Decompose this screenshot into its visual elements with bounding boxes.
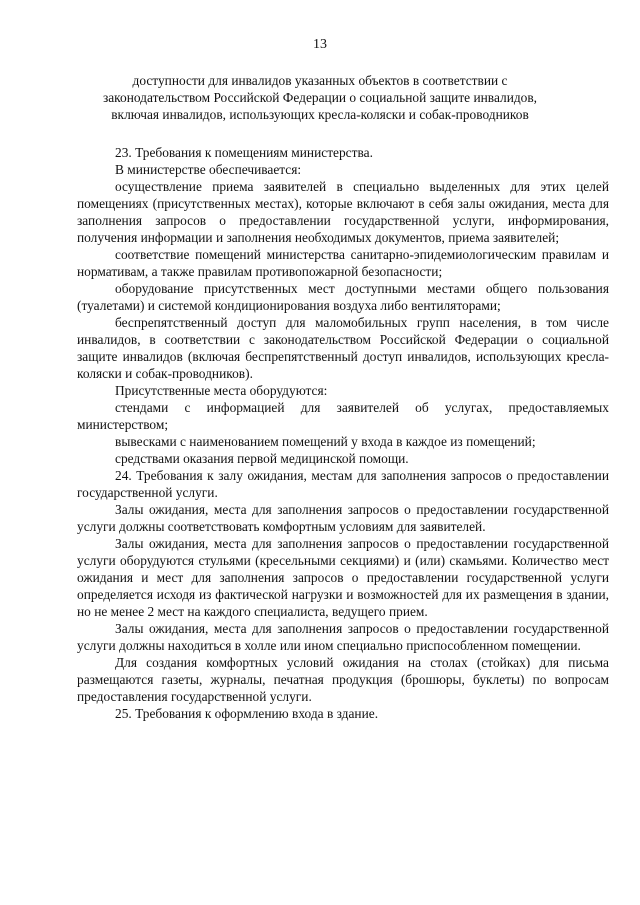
- paragraph: Присутственные места оборудуются:: [115, 383, 328, 398]
- section-heading-24: 24. Требования к залу ожидания, местам для заполнения запросов о предоставлении государственной услуги.: [77, 468, 609, 500]
- document-body: [77, 144, 609, 722]
- paragraph: Залы ожидания, места для заполнения запросов о предоставлении государственной услуги должны соответствовать комфортным условиям для заявителей.: [77, 502, 609, 534]
- paragraph: беспрепятственный доступ для маломобильных групп населения, в том числе инвалидов, в соответствии с законодательством Российской Федерации о социальной защите инвалидов (включая беспрепятственный доступ инвалидов, использующих кресла-коляски и собак-проводников).: [77, 315, 609, 381]
- paragraph: оборудование присутственных мест доступными местами общего пользования (туалетами) и системой кондиционирования воздуха либо вентиляторами;: [77, 281, 609, 313]
- paragraph: Залы ожидания, места для заполнения запросов о предоставлении государственной услуги оборудуются стульями (кресельными секциями) и (или) скамьями. Количество мест ожидания и мест для заполнения запросов о предоставлении государственной услуги определяется исходя из фактической нагрузки и возможностей для их размещения в здании, но не менее 2 мест на каждого специалиста, ведущего прием.: [77, 536, 609, 619]
- paragraph: Для создания комфортных условий ожидания на столах (стойках) для письма размещаются газеты, журналы, печатная продукция (брошюры, буклеты) по вопросам предоставления государственной услуги.: [77, 655, 609, 704]
- page-number: 13: [313, 37, 327, 52]
- paragraph: Залы ожидания, места для заполнения запросов о предоставлении государственной услуги должны находиться в холле или ином специально приспособленном помещении.: [77, 621, 609, 653]
- continuation-heading: [77, 72, 563, 123]
- paragraph: В министерстве обеспечивается:: [115, 162, 302, 177]
- section-heading-25: 25. Требования к оформлению входа в здание.: [115, 706, 379, 721]
- paragraph: соответствие помещений министерства санитарно-эпидемиологическим правилам и нормативам, а также правилам противопожарной безопасности;: [77, 247, 609, 279]
- paragraph: вывесками с наименованием помещений у входа в каждое из помещений;: [115, 434, 536, 449]
- continuation-heading-line: включая инвалидов, использующих кресла-коляски и собак-проводников: [111, 107, 529, 122]
- paragraph: осуществление приема заявителей в специально выделенных для этих целей помещениях (присутственных местах), которые включают в себя залы ожидания, места для заполнения запросов о предоставлении государственной услуги, информирования, получения информации и заполнения необходимых документов, приема заявителей;: [77, 179, 609, 245]
- continuation-heading-line: доступности для инвалидов указанных объектов в соответствии с: [132, 73, 508, 88]
- continuation-heading-line: законодательством Российской Федерации о социальной защите инвалидов,: [102, 90, 538, 105]
- paragraph: стендами с информацией для заявителей об услугах, предоставляемых министерством;: [77, 400, 609, 432]
- paragraph: средствами оказания первой медицинской помощи.: [115, 451, 409, 466]
- section-heading-23: 23. Требования к помещениям министерства.: [115, 145, 373, 160]
